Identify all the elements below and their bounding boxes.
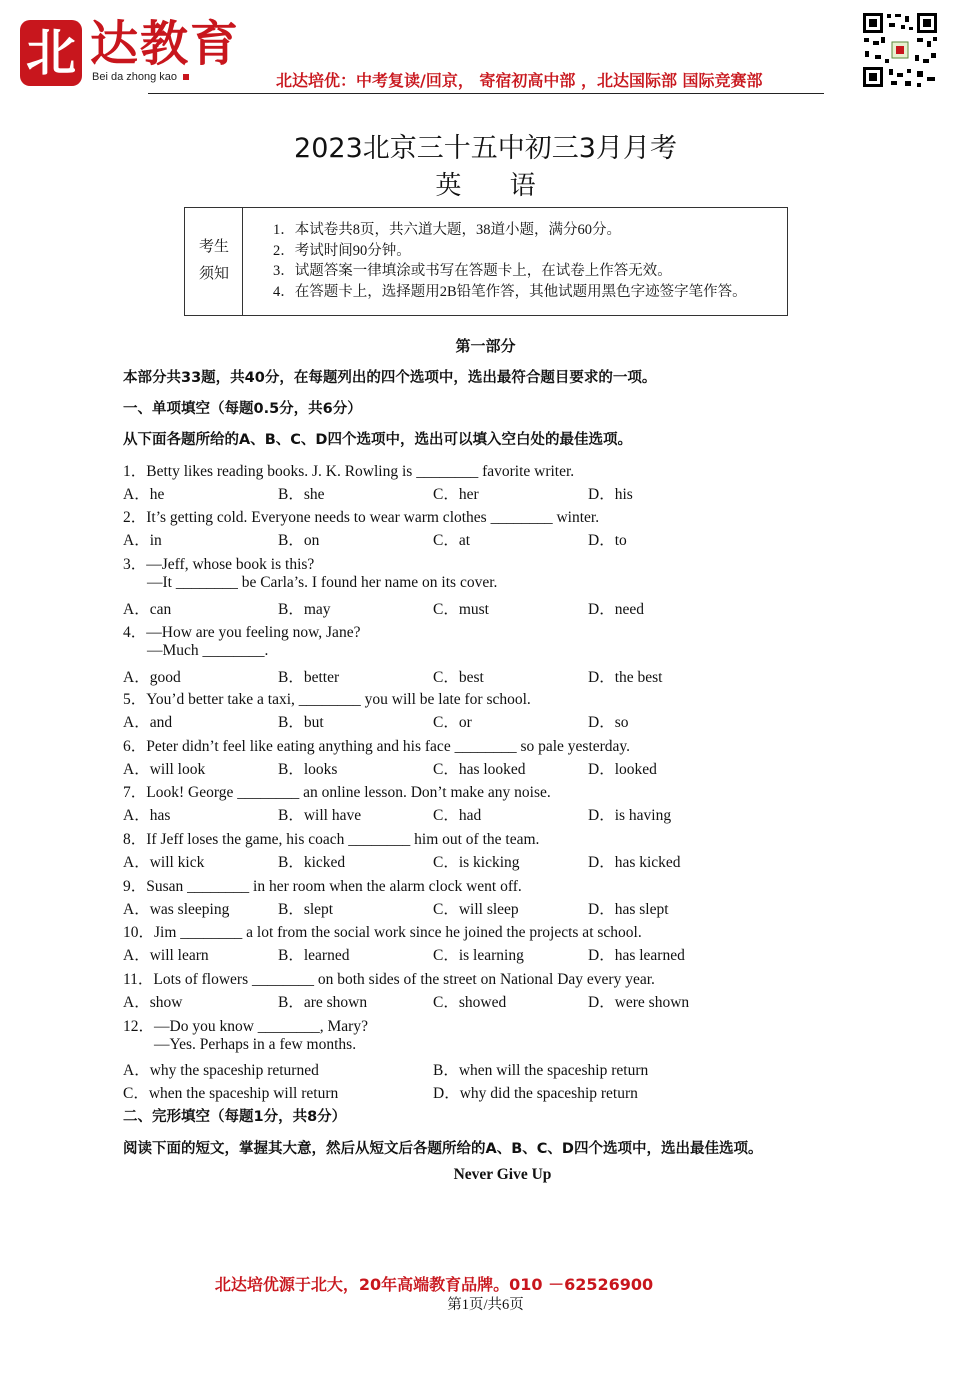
logo-subtitle: Bei da zhong kao — [92, 71, 189, 83]
section1-instruction: 从下面各题所给的A、B、C、D四个选项中，选出可以填入空白处的最佳选项。 — [123, 432, 632, 448]
question-8-option-c[interactable]: C．is kicking — [433, 854, 520, 871]
qr-code-icon — [861, 11, 939, 89]
question-8-option-d[interactable]: D．has kicked — [588, 854, 681, 871]
question-7-option-b[interactable]: B．will have — [278, 807, 362, 824]
notice-item: 2．考试时间90分钟。 — [273, 242, 411, 259]
notice-label-line1: 考生 — [199, 237, 230, 255]
notice-label — [185, 208, 243, 315]
question-9-option-b[interactable]: B．slept — [278, 901, 334, 918]
question-5-option-b[interactable]: B．but — [278, 714, 324, 731]
logo-mark: 北 — [20, 20, 82, 86]
question-4-option-b[interactable]: B．better — [278, 669, 340, 686]
question-11-option-d[interactable]: D．were shown — [588, 994, 690, 1011]
notice-item: 4．在答题卡上，选择题用2B铅笔作答，其他试题用黑色字迹签字笔作答。 — [273, 283, 747, 300]
question-4-option-a[interactable]: A．good — [123, 669, 181, 686]
question-8-option-b[interactable]: B．kicked — [278, 854, 346, 871]
question-6-stem: 6．Peter didn’t feel like eating anything and his face ________ so pale yesterday. — [123, 738, 631, 755]
question-11-option-c[interactable]: C．showed — [433, 994, 507, 1011]
part-heading: 第一部分 — [455, 337, 516, 355]
question-8-option-a[interactable]: A．will kick — [123, 854, 205, 871]
question-12-option-a[interactable]: A．why the spaceship returned — [123, 1062, 319, 1079]
notice-item: 1．本试卷共8页，共六道大题，38道小题，满分60分。 — [273, 222, 621, 238]
question-4-stem: —Much ________. — [147, 642, 269, 659]
header-slogan: 北达培优：中考复读/回京， 寄宿初高中部 ，北达国际部 国际竞赛部 — [276, 71, 763, 90]
question-12-line2: —Yes. Perhaps in a few months. — [154, 1036, 357, 1053]
question-9-option-d[interactable]: D．has slept — [588, 901, 669, 918]
question-3-option-c[interactable]: C．must — [433, 601, 489, 618]
exam-title: 2023北京三十五中初三3月月考 — [294, 133, 677, 164]
notice-item: 3．试题答案一律填涂或书写在答题卡上，在试卷上作答无效。 — [273, 263, 672, 279]
passage-title: Never Give Up — [453, 1166, 552, 1183]
question-8-stem: 8．If Jeff loses the game, his coach ________ him out of the team. — [123, 831, 540, 848]
question-10-option-c[interactable]: C．is learning — [433, 947, 524, 964]
logo-text: 达教育 — [90, 16, 241, 72]
question-10-option-a[interactable]: A．will learn — [123, 947, 209, 964]
question-9-option-a[interactable]: A．was sleeping — [123, 901, 230, 918]
question-3-stem: —It ________ be Carla’s. I found her name on its cover. — [147, 574, 498, 591]
page-number: 第1页/共6页 — [447, 1297, 524, 1313]
question-5-option-a[interactable]: A．and — [123, 714, 173, 731]
question-4-option-d[interactable]: D．the best — [588, 669, 663, 686]
question-2-option-d[interactable]: D．to — [588, 532, 627, 549]
question-9-option-c[interactable]: C．will sleep — [433, 901, 519, 918]
section2-instruction: 阅读下面的短文，掌握其大意，然后从短文后各题所给的A、B、C、D四个选项中，选出最佳选项。 — [123, 1141, 763, 1157]
question-2-stem: 2．It’s getting cold. Everyone needs to wear warm clothes ________ winter. — [123, 509, 600, 526]
question-12-line1: 12．—Do you know ________, Mary? — [123, 1018, 368, 1035]
question-5-stem: 5．You’d better take a taxi, ________ you will be late for school. — [123, 691, 531, 708]
question-12-option-c[interactable]: C．when the spaceship will return — [123, 1085, 339, 1102]
part-description: 本部分共33题，共40分，在每题列出的四个选项中，选出最符合题目要求的一项。 — [123, 370, 657, 386]
question-5-option-c[interactable]: C．or — [433, 714, 472, 731]
exam-subject: 英 语 — [435, 171, 536, 201]
question-11-stem: 11．Lots of flowers ________ on both sides of the street on National Day every year. — [123, 971, 655, 988]
question-5-option-d[interactable]: D．so — [588, 714, 629, 731]
section2-heading: 二、完形填空（每题1分，共8分） — [123, 1109, 347, 1125]
question-7-option-a[interactable]: A．has — [123, 807, 171, 824]
header-divider — [148, 93, 824, 94]
question-3-option-d[interactable]: D．need — [588, 601, 644, 618]
question-1-option-c[interactable]: C．her — [433, 486, 479, 503]
question-3-option-a[interactable]: A．can — [123, 601, 172, 618]
question-2-option-b[interactable]: B．on — [278, 532, 320, 549]
footer-slogan: 北达培优源于北大，20年高端教育品牌。010 －62526900 — [214, 1275, 654, 1294]
question-6-option-b[interactable]: B．looks — [278, 761, 338, 778]
notice-list — [273, 220, 747, 302]
question-10-option-b[interactable]: B．learned — [278, 947, 350, 964]
notice-box — [184, 207, 788, 316]
question-9-stem: 9．Susan ________ in her room when the alarm clock went off. — [123, 878, 522, 895]
question-11-option-b[interactable]: B．are shown — [278, 994, 368, 1011]
question-6-option-c[interactable]: C．has looked — [433, 761, 526, 778]
question-10-option-d[interactable]: D．has learned — [588, 947, 685, 964]
question-6-option-d[interactable]: D．looked — [588, 761, 657, 778]
question-7-option-d[interactable]: D．is having — [588, 807, 672, 824]
question-1-stem: 1．Betty likes reading books. J. K. Rowling is ________ favorite writer. — [123, 463, 575, 480]
question-4-option-c[interactable]: C．best — [433, 669, 484, 686]
question-3-stem: 3．—Jeff, whose book is this? — [123, 556, 315, 573]
question-10-stem: 10．Jim ________ a lot from the social work since he joined the projects at school. — [123, 924, 642, 941]
question-2-option-c[interactable]: C．at — [433, 532, 471, 549]
question-11-option-a[interactable]: A．show — [123, 994, 183, 1011]
question-4-stem: 4．—How are you feeling now, Jane? — [123, 624, 361, 641]
section1-heading: 一、单项填空（每题0.5分，共6分） — [123, 401, 362, 417]
question-1-option-d[interactable]: D．his — [588, 486, 633, 503]
question-1-option-b[interactable]: B．she — [278, 486, 325, 503]
question-2-option-a[interactable]: A．in — [123, 532, 162, 549]
question-12-option-b[interactable]: B．when will the spaceship return — [433, 1062, 649, 1079]
question-7-stem: 7．Look! George ________ an online lesson. Don’t make any noise. — [123, 784, 551, 801]
notice-label-line2: 须知 — [199, 264, 230, 282]
question-1-option-a[interactable]: A．he — [123, 486, 165, 503]
question-12-option-d[interactable]: D．why did the spaceship return — [433, 1085, 638, 1102]
question-3-option-b[interactable]: B．may — [278, 601, 331, 618]
question-6-option-a[interactable]: A．will look — [123, 761, 206, 778]
question-7-option-c[interactable]: C．had — [433, 807, 482, 824]
